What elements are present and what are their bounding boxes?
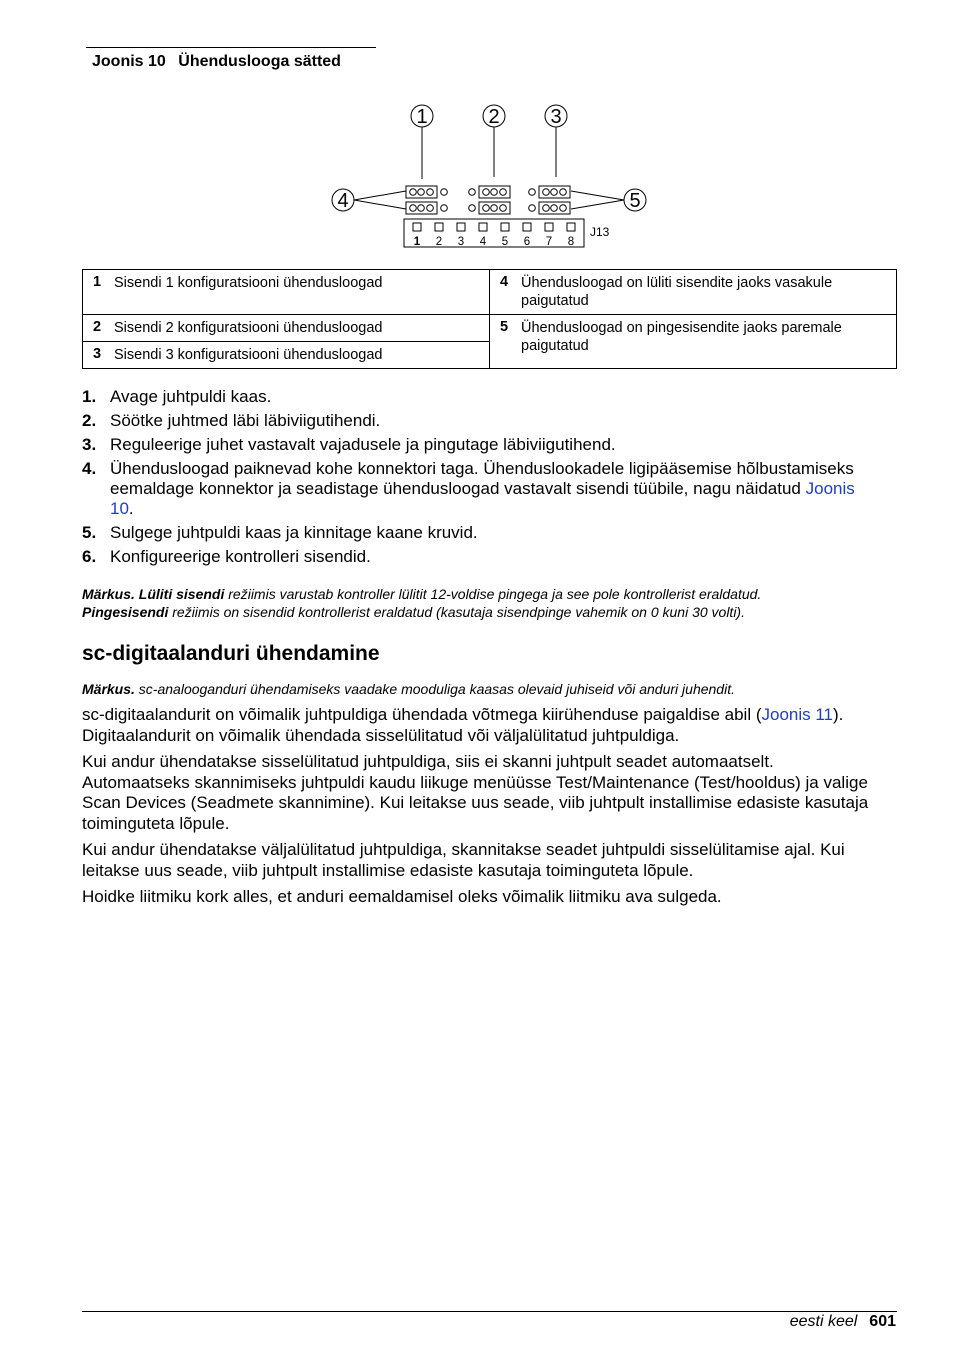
legend-number: 4: [500, 274, 509, 290]
pin-number: 8: [567, 236, 575, 248]
note-switch-voltage: [82, 585, 882, 621]
note-label: Märkus. Lüliti sisendi: [82, 586, 225, 602]
paragraph-text: ). Digitaalandurit on võimalik ühendada sisselülitatud või väljalülitatud juhtpuldiga.: [82, 705, 844, 745]
legend-cell: [83, 342, 490, 369]
step-number: 3.: [82, 435, 97, 454]
note-label: Pingesisendi: [82, 604, 169, 620]
step-text: Sulgege juhtpuldi kaas ja kinnitage kaane kruvid.: [110, 523, 478, 542]
legend-text: Sisendi 2 konfiguratsiooni ühendusloogad: [114, 320, 383, 336]
connector-label: J13: [590, 225, 610, 239]
list-item: [82, 387, 882, 407]
list-item: [82, 411, 882, 431]
legend-cell: [490, 270, 897, 315]
pin-number: 2: [435, 236, 443, 248]
note-label: Märkus.: [82, 681, 135, 697]
callout-1: 1: [416, 106, 428, 128]
figure-title: Ühenduslooga sätted: [178, 53, 341, 70]
paragraph: Kui andur ühendatakse väljalülitatud juhtpuldiga, skannitakse seadet juhtpuldi sisselülitamise ajal. Kui leitakse uus seade, viib juhtpult installimise edasiste kasutaja toiminguteta lõpule.: [82, 840, 845, 880]
step-number: 2.: [82, 411, 97, 430]
callout-2: 2: [488, 106, 500, 128]
pin-number: 6: [523, 236, 531, 248]
note-text: režiimis on sisendid kontrollerist eraldatud (kasutaja sisendpinge vahemik on 0 kuni 30 volti).: [168, 604, 745, 620]
step-text: Reguleerige juhet vastavalt vajadusele ja pingutage läbiviigutihend.: [110, 435, 616, 454]
list-item: [82, 459, 882, 519]
step-text: Konfigureerige kontrolleri sisendid.: [110, 547, 371, 566]
footer-divider: [82, 1311, 897, 1312]
step-text: Avage juhtpuldi kaas.: [110, 387, 272, 406]
procedure-steps: [82, 387, 882, 571]
paragraph: Kui andur ühendatakse sisselülitatud juhtpuldiga, siis ei skanni juhtpult seadet automaatselt. Automaatseks skannimiseks juhtpuldi kaudu liikuge menüüsse Test/Maintenance (Test/hooldus) ja valige Scan Devices (Seadmete skannimine). Kui leitakse uus seade, viib juhtpult installimise edasiste kasutaja toiminguteta lõpule.: [82, 752, 869, 833]
jumper-diagram: [320, 95, 660, 255]
pin-number: 7: [545, 236, 553, 248]
list-item: [82, 547, 882, 567]
page-footer: [790, 1313, 896, 1331]
pin-number: 3: [457, 236, 465, 248]
callout-3: 3: [550, 106, 562, 128]
paragraph: [82, 705, 882, 746]
figure-link[interactable]: Joonis 11: [761, 705, 834, 724]
figure-caption: [86, 47, 376, 71]
step-number: 5.: [82, 523, 97, 542]
paragraph: Hoidke liitmiku kork alles, et anduri eemaldamisel oleks võimalik liitmiku ava sulgeda.: [82, 887, 722, 906]
legend-cell: [490, 315, 897, 369]
pin-number: 5: [501, 236, 509, 248]
step-number: 6.: [82, 547, 97, 566]
legend-text: Sisendi 1 konfiguratsiooni ühendusloogad: [114, 275, 383, 291]
step-text: Söötke juhtmed läbi läbiviigutihendi.: [110, 411, 381, 430]
list-item: [82, 435, 882, 455]
section-body: [82, 705, 882, 908]
legend-text: Ühendusloogad on lüliti sisendite jaoks vasakule paigutatud: [521, 275, 833, 309]
list-item: [82, 523, 882, 543]
callout-5: 5: [629, 190, 641, 212]
section-heading: sc-digitaalanduri ühendamine: [82, 642, 380, 665]
figure-number: Joonis 10: [92, 53, 166, 70]
figure-link[interactable]: Joonis 10: [110, 479, 855, 518]
pin-number: 4: [479, 236, 487, 248]
legend-cell: [83, 270, 490, 315]
step-text: Ühendusloogad paiknevad kohe konnektori taga. Ühenduslookadele ligipääsemise hõlbustamiseks eemaldage konnektor ja seadistage ühendusloogad vastavalt sisendi tüübile, nagu näidatud: [110, 459, 854, 498]
footer-language: eesti keel: [789, 1313, 858, 1330]
pin-number: 1: [413, 236, 421, 248]
legend-text: Sisendi 3 konfiguratsiooni ühendusloogad: [114, 347, 383, 363]
step-number: 1.: [82, 387, 97, 406]
page-number: 601: [869, 1313, 896, 1330]
legend-number: 2: [93, 319, 102, 335]
step-number: 4.: [82, 459, 97, 478]
paragraph-text: sc-digitaalandurit on võimalik juhtpuldiga ühendada võtmega kiirühenduse paigaldise abil (: [82, 705, 762, 724]
legend-cell: [83, 315, 490, 342]
legend-number: 3: [93, 346, 102, 362]
figure-legend-table: [82, 269, 897, 369]
note-analog-sensor: [82, 680, 882, 698]
note-text: sc-analooganduri ühendamiseks vaadake mooduliga kaasas olevaid juhiseid või anduri juhendit.: [134, 681, 735, 697]
legend-number: 1: [93, 274, 102, 290]
step-text-end: .: [128, 499, 134, 518]
callout-4: 4: [337, 190, 349, 212]
legend-number: 5: [500, 319, 509, 335]
legend-text: Ühendusloogad on pingesisendite jaoks paremale paigutatud: [521, 320, 842, 354]
note-text: režiimis varustab kontroller lülitit 12-voldise pingega ja see pole kontrollerist eraldatud.: [224, 586, 762, 602]
